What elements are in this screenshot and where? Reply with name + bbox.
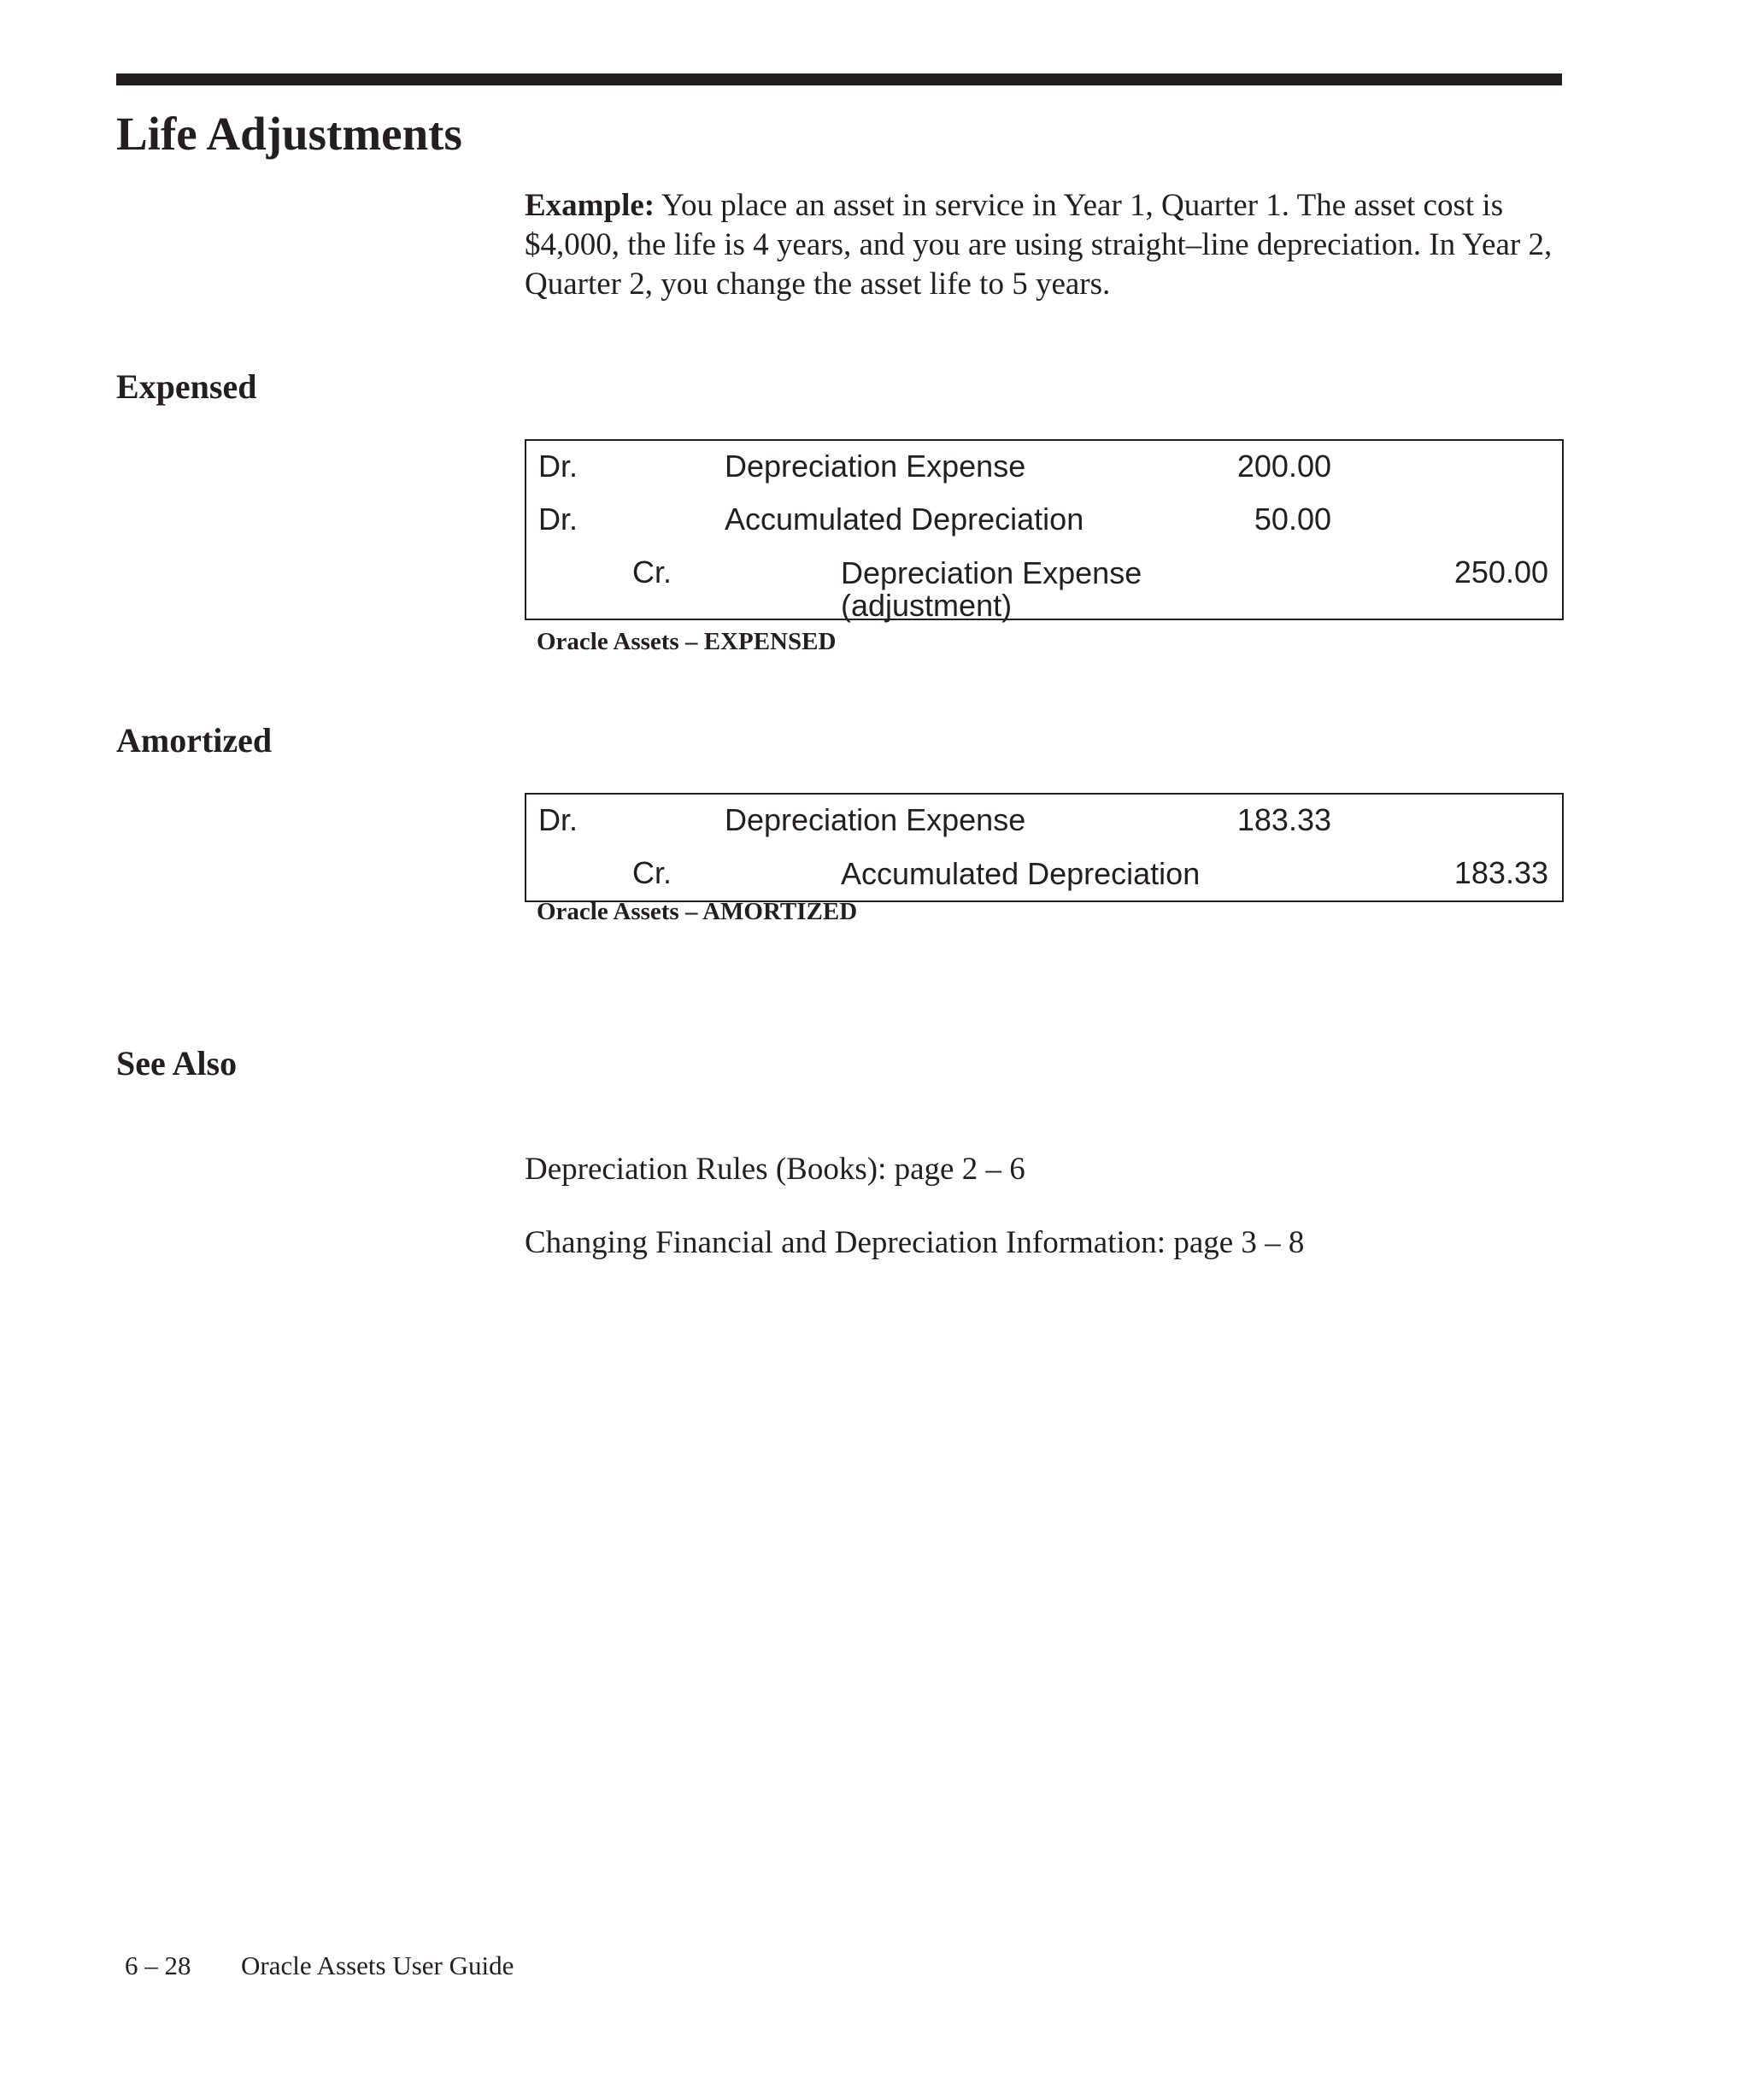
entry-account: Depreciation Expense — [725, 449, 1026, 484]
journal-row — [526, 795, 1562, 848]
entry-side: Cr. — [632, 855, 672, 890]
entry-credit-amount: 250.00 — [1453, 554, 1548, 590]
entry-side: Dr. — [538, 449, 578, 484]
entry-account: Depreciation Expense — [725, 802, 1026, 837]
entry-account: Accumulated Depreciation — [841, 856, 1201, 891]
page-footer — [125, 1950, 514, 1982]
expensed-journal-entry — [525, 439, 1564, 623]
entry-debit-amount: 50.00 — [1254, 502, 1331, 537]
page-title: Life Adjustments — [116, 108, 462, 160]
journal-row — [526, 441, 1562, 494]
journal-row — [526, 494, 1562, 547]
top-rule — [116, 73, 1562, 85]
see-also-link-changing-financial-info[interactable]: Changing Financial and Depreciation Information: page 3 – 8 — [525, 1225, 1305, 1260]
entry-account — [841, 557, 1142, 622]
expensed-heading: Expensed — [116, 367, 257, 406]
amortized-journal-entry — [525, 793, 1564, 902]
see-also-link-depreciation-rules[interactable]: Depreciation Rules (Books): page 2 – 6 — [525, 1152, 1025, 1187]
journal-row — [526, 848, 1562, 900]
footer-page-number: 6 – 28 — [125, 1950, 191, 1980]
entry-debit-amount: 183.33 — [1236, 802, 1331, 837]
example-text: You place an asset in service in Year 1, Quarter 1. The asset cost is $4,000, the life is 4 years, and you are using straight–line depreciation. In Year 2, Quarter 2, you change the asset life to 5 years. — [525, 188, 1553, 302]
entry-side: Dr. — [538, 802, 578, 837]
entry-credit-amount: 183.33 — [1453, 855, 1548, 890]
amortized-heading: Amortized — [116, 721, 273, 760]
example-paragraph — [525, 186, 1567, 304]
entry-account: Accumulated Depreciation — [725, 502, 1084, 537]
example-label: Example: — [525, 188, 655, 223]
entry-account-line1: Depreciation Expense — [841, 555, 1142, 590]
see-also-heading: See Also — [116, 1044, 238, 1082]
footer-book-title: Oracle Assets User Guide — [241, 1950, 514, 1980]
entry-debit-amount: 200.00 — [1236, 449, 1331, 484]
journal-row — [526, 547, 1562, 623]
entry-account-line2: (adjustment) — [841, 588, 1013, 623]
expensed-caption: Oracle Assets – EXPENSED — [537, 628, 837, 655]
entry-side: Dr. — [538, 502, 578, 537]
amortized-caption: Oracle Assets – AMORTIZED — [537, 898, 858, 925]
entry-side: Cr. — [632, 554, 672, 590]
